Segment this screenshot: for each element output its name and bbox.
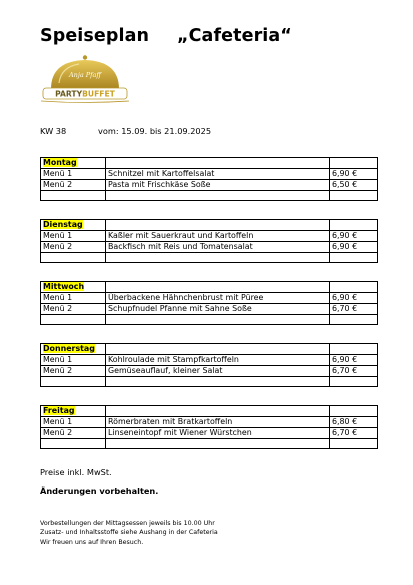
title-text: Speiseplan — [40, 26, 150, 46]
menu-row — [41, 169, 378, 180]
menu-dish: Backfisch mit Reis und Tomatensalat — [106, 242, 330, 253]
menu-row — [41, 355, 378, 366]
logo-brand-right: BUFFET — [82, 89, 115, 99]
menu-label: Menü 1 — [41, 169, 106, 180]
menu-dish: Gemüseauflauf, kleiner Salat — [106, 366, 330, 377]
menu-row — [41, 428, 378, 439]
day-name-text: Dienstag — [43, 220, 83, 229]
empty-row — [41, 253, 378, 263]
menu-dish: Römerbraten mit Bratkartoffeln — [106, 417, 330, 428]
subtitle-text: „Cafeteria“ — [177, 26, 292, 46]
menu-price: 6,70 € — [330, 304, 378, 315]
day-header-row — [41, 282, 378, 293]
menu-price: 6,90 € — [330, 242, 378, 253]
day-header-row — [41, 158, 378, 169]
menu-dish: Linseneintopf mit Wiener Würstchen — [106, 428, 330, 439]
changes-note: Änderungen vorbehalten. — [40, 486, 159, 496]
menu-price: 6,50 € — [330, 180, 378, 191]
menu-price: 6,90 € — [330, 169, 378, 180]
price-note: Preise inkl. MwSt. — [40, 467, 112, 477]
menu-label: Menü 1 — [41, 355, 106, 366]
menu-label: Menü 2 — [41, 242, 106, 253]
menu-label: Menü 1 — [41, 231, 106, 242]
day-name — [41, 158, 106, 169]
footer-line: Wir freuen uns auf Ihren Besuch. — [40, 538, 144, 546]
footer-line: Zusatz- und Inhaltsstoffe siehe Aushang in der Cafeteria — [40, 529, 218, 537]
day-table — [40, 343, 378, 387]
logo-script-text: Anja Pfaff — [68, 71, 102, 79]
day-name-text: Mittwoch — [43, 282, 85, 291]
menu-dish: Kohlroulade mit Stampfkartoffeln — [106, 355, 330, 366]
menu-label: Menü 1 — [41, 293, 106, 304]
menu-row — [41, 180, 378, 191]
menu-dish: Pasta mit Frischkäse Soße — [106, 180, 330, 191]
day-name — [41, 220, 106, 231]
menu-price: 6,70 € — [330, 428, 378, 439]
logo-brand — [55, 90, 115, 99]
menu-row — [41, 231, 378, 242]
menu-price: 6,70 € — [330, 366, 378, 377]
day-name — [41, 344, 106, 355]
cloche-knob — [83, 55, 87, 59]
menu-row — [41, 304, 378, 315]
menu-dish: Schupfnudel Pfanne mit Sahne Soße — [106, 304, 330, 315]
menu-dish: Überbackene Hähnchenbrust mit Püree — [106, 293, 330, 304]
menu-label: Menü 2 — [41, 428, 106, 439]
week-range: vom: 15.09. bis 21.09.2025 — [98, 126, 212, 136]
logo-brand-left: PARTY — [55, 89, 83, 99]
menu-price: 6,90 € — [330, 355, 378, 366]
week-label: KW 38 — [40, 126, 67, 136]
day-name-text: Freitag — [43, 406, 75, 415]
day-header-row — [41, 344, 378, 355]
menu-label: Menü 2 — [41, 366, 106, 377]
menu-row — [41, 242, 378, 253]
day-name — [41, 406, 106, 417]
menu-row — [41, 366, 378, 377]
menu-price: 6,90 € — [330, 231, 378, 242]
menu-price: 6,80 € — [330, 417, 378, 428]
empty-row — [41, 439, 378, 449]
menu-row — [41, 417, 378, 428]
day-name — [41, 282, 106, 293]
menu-dish: Schnitzel mit Kartoffelsalat — [106, 169, 330, 180]
page-title — [40, 26, 292, 46]
week-line — [40, 126, 212, 136]
empty-row — [41, 191, 378, 201]
day-header-row — [41, 220, 378, 231]
day-table — [40, 281, 378, 325]
menu-label: Menü 2 — [41, 304, 106, 315]
menu-label: Menü 2 — [41, 180, 106, 191]
menu-row — [41, 293, 378, 304]
day-table — [40, 157, 378, 201]
day-header-row — [41, 406, 378, 417]
day-name-text: Donnerstag — [43, 344, 95, 353]
day-name-text: Montag — [43, 158, 77, 167]
day-table — [40, 405, 378, 449]
day-table — [40, 219, 378, 263]
empty-row — [41, 315, 378, 325]
party-buffet-logo — [39, 55, 131, 103]
menu-label: Menü 1 — [41, 417, 106, 428]
menu-price: 6,90 € — [330, 293, 378, 304]
footer-notes — [40, 519, 218, 547]
footer-line: Vorbestellungen der Mittagsessen jeweils bis 10.00 Uhr — [40, 520, 215, 527]
menu-dish: Kaßler mit Sauerkraut und Kartoffeln — [106, 231, 330, 242]
empty-row — [41, 377, 378, 387]
